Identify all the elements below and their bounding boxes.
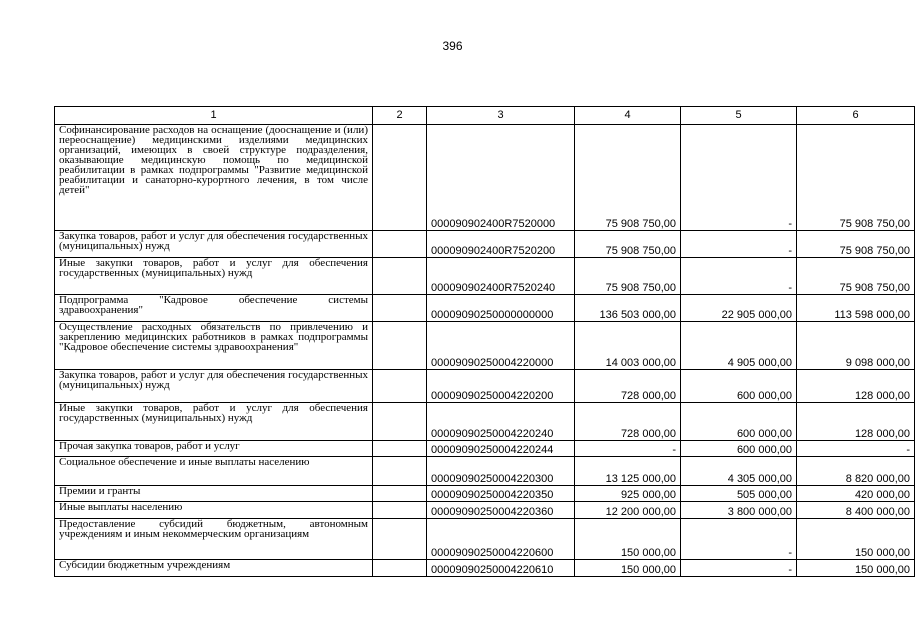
column-header-5: 5 [681, 107, 797, 125]
row-col4-cell: 728 000,00 [575, 370, 681, 403]
table-row [55, 519, 915, 560]
row-name-cell: Премии и гранты [55, 486, 373, 502]
row-col6-cell: 75 908 750,00 [797, 231, 915, 258]
row-name-cell: Предоставление субсидий бюджетным, автономным учреждениям и иным некоммерческим организациям [55, 519, 373, 560]
row-col2-cell [373, 502, 427, 519]
row-col4-cell: 150 000,00 [575, 519, 681, 560]
row-col5-cell: - [681, 560, 797, 577]
row-col5-cell: - [681, 231, 797, 258]
row-name-cell: Иные выплаты населению [55, 502, 373, 519]
row-col5-cell: 3 800 000,00 [681, 502, 797, 519]
row-col6-cell: 113 598 000,00 [797, 295, 915, 322]
row-col6-cell: - [797, 441, 915, 457]
row-name-cell: Субсидии бюджетным учреждениям [55, 560, 373, 577]
row-code-cell: 00009090250004220244 [427, 441, 575, 457]
row-col6-cell: 8 820 000,00 [797, 457, 915, 486]
row-code-cell: 00009090250004220300 [427, 457, 575, 486]
table-row [55, 125, 915, 231]
row-col6-cell: 150 000,00 [797, 519, 915, 560]
column-header-6: 6 [797, 107, 915, 125]
row-col6-cell: 75 908 750,00 [797, 258, 915, 295]
row-col2-cell [373, 258, 427, 295]
row-name-cell: Подпрограмма "Кадровое обеспечение системы здравоохранения" [55, 295, 373, 322]
row-code-cell: 000090902400R7520200 [427, 231, 575, 258]
table-row [55, 403, 915, 441]
row-col6-cell: 420 000,00 [797, 486, 915, 502]
row-col4-cell: 75 908 750,00 [575, 258, 681, 295]
table-row [55, 457, 915, 486]
page-number: 396 [442, 39, 463, 53]
row-col5-cell: - [681, 125, 797, 231]
row-col4-cell: 136 503 000,00 [575, 295, 681, 322]
row-col4-cell: 12 200 000,00 [575, 502, 681, 519]
row-col2-cell [373, 370, 427, 403]
row-col2-cell [373, 441, 427, 457]
row-code-cell: 00009090250004220360 [427, 502, 575, 519]
row-col2-cell [373, 125, 427, 231]
row-name-cell: Закупка товаров, работ и услуг для обеспечения государственных (муниципальных) нужд [55, 370, 373, 403]
table-row [55, 502, 915, 519]
row-col5-cell: 600 000,00 [681, 403, 797, 441]
row-col5-cell: 22 905 000,00 [681, 295, 797, 322]
row-col4-cell: 75 908 750,00 [575, 125, 681, 231]
table-row [55, 441, 915, 457]
row-col4-cell: 150 000,00 [575, 560, 681, 577]
row-name-cell: Закупка товаров, работ и услуг для обеспечения государственных (муниципальных) нужд [55, 231, 373, 258]
row-col6-cell: 128 000,00 [797, 370, 915, 403]
row-col2-cell [373, 457, 427, 486]
row-col2-cell [373, 231, 427, 258]
row-col5-cell: 505 000,00 [681, 486, 797, 502]
row-col2-cell [373, 322, 427, 370]
table-row [55, 370, 915, 403]
row-col6-cell: 9 098 000,00 [797, 322, 915, 370]
row-col2-cell [373, 519, 427, 560]
row-col2-cell [373, 486, 427, 502]
row-name-cell: Осуществление расходных обязательств по привлечению и закреплению медицинских работников в рамках подпрограммы "Кадровое обеспечение системы здравоохранения" [55, 322, 373, 370]
row-col5-cell: 600 000,00 [681, 441, 797, 457]
row-col6-cell: 8 400 000,00 [797, 502, 915, 519]
row-col5-cell: - [681, 258, 797, 295]
row-col5-cell: 600 000,00 [681, 370, 797, 403]
row-name-cell: Иные закупки товаров, работ и услуг для обеспечения государственных (муниципальных) нужд [55, 403, 373, 441]
row-code-cell: 00009090250004220350 [427, 486, 575, 502]
row-col2-cell [373, 560, 427, 577]
row-col2-cell [373, 403, 427, 441]
column-header-1: 1 [55, 107, 373, 125]
column-header-4: 4 [575, 107, 681, 125]
row-name-cell: Прочая закупка товаров, работ и услуг [55, 441, 373, 457]
row-col5-cell: - [681, 519, 797, 560]
row-col4-cell: 728 000,00 [575, 403, 681, 441]
table-row [55, 258, 915, 295]
row-col6-cell: 75 908 750,00 [797, 125, 915, 231]
budget-table [54, 106, 915, 577]
column-header-3: 3 [427, 107, 575, 125]
row-code-cell: 00009090250004220200 [427, 370, 575, 403]
row-code-cell: 00009090250004220610 [427, 560, 575, 577]
row-col5-cell: 4 305 000,00 [681, 457, 797, 486]
row-name-cell: Социальное обеспечение и иные выплаты населению [55, 457, 373, 486]
row-col5-cell: 4 905 000,00 [681, 322, 797, 370]
row-col4-cell: - [575, 441, 681, 457]
row-code-cell: 000090902400R7520240 [427, 258, 575, 295]
column-header-2: 2 [373, 107, 427, 125]
row-col6-cell: 150 000,00 [797, 560, 915, 577]
row-col4-cell: 925 000,00 [575, 486, 681, 502]
table-row [55, 231, 915, 258]
header-row [55, 107, 915, 125]
table-row [55, 486, 915, 502]
row-col4-cell: 75 908 750,00 [575, 231, 681, 258]
row-col6-cell: 128 000,00 [797, 403, 915, 441]
row-code-cell: 00009090250000000000 [427, 295, 575, 322]
row-code-cell: 000090902400R7520000 [427, 125, 575, 231]
row-name-cell: Софинансирование расходов на оснащение (дооснащение и (или) переоснащение) медицинскими изделиями медицинских организаций, имеющих в своей структуре подразделения, оказывающие медицинскую помощь по медицинской реабилитации в рамках подпрограммы "Развитие медицинской реабилитации и санаторно-курортного лечения, в том числе детей" [55, 125, 373, 231]
table-row [55, 322, 915, 370]
row-col4-cell: 14 003 000,00 [575, 322, 681, 370]
row-code-cell: 00009090250004220600 [427, 519, 575, 560]
row-col4-cell: 13 125 000,00 [575, 457, 681, 486]
table-row [55, 295, 915, 322]
row-name-cell: Иные закупки товаров, работ и услуг для обеспечения государственных (муниципальных) нужд [55, 258, 373, 295]
row-col2-cell [373, 295, 427, 322]
table-row [55, 560, 915, 577]
row-code-cell: 00009090250004220240 [427, 403, 575, 441]
row-code-cell: 00009090250004220000 [427, 322, 575, 370]
